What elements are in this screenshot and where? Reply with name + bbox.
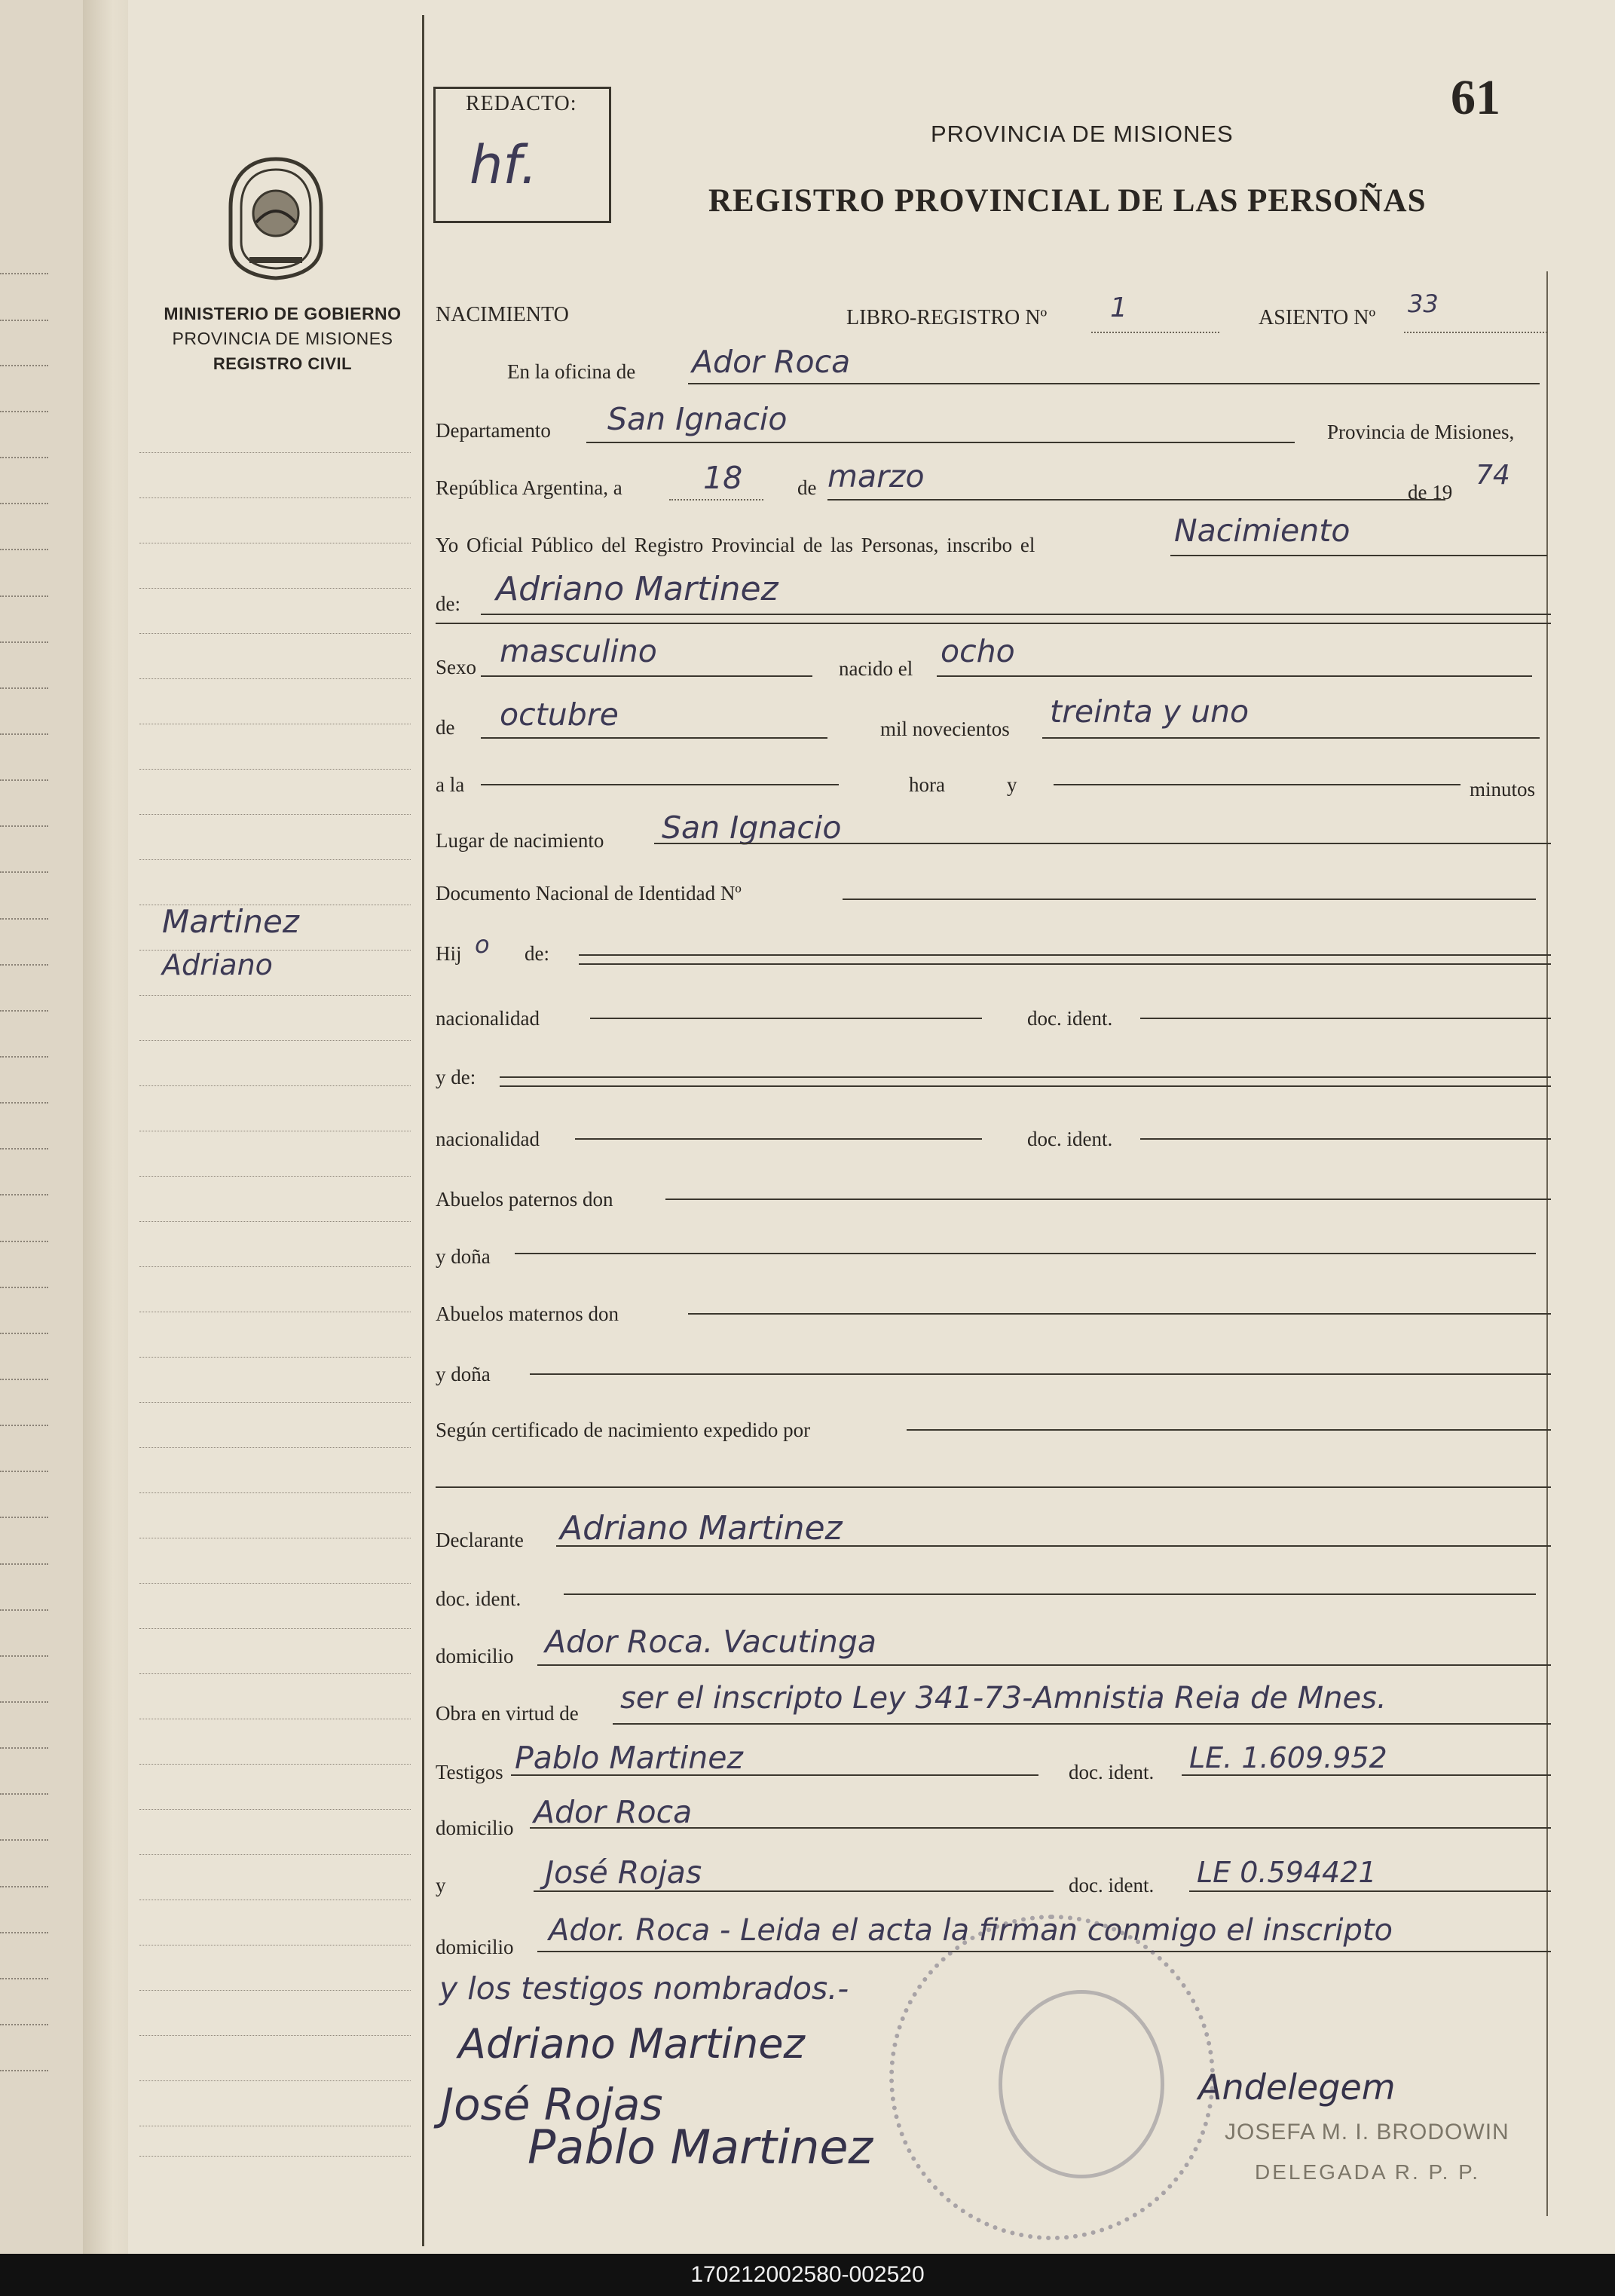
testigos-label: Testigos xyxy=(436,1761,503,1783)
birth-year-value: treinta y uno xyxy=(1050,693,1249,730)
row-oficina xyxy=(436,344,1547,392)
hijo-suffix: o xyxy=(475,930,490,959)
province-heading: PROVINCIA DE MISIONES xyxy=(931,121,1234,147)
row-declarante xyxy=(436,1509,1547,1563)
republica-label: República Argentina, a xyxy=(436,476,622,499)
asiento-label: ASIENTO Nº xyxy=(1259,306,1376,329)
y-dona-label: y doña xyxy=(436,1245,491,1268)
closing-line: y los testigos nombrados.- xyxy=(439,1970,849,2007)
row-abuelos-paternos xyxy=(436,1188,1547,1226)
name-value: Adriano Martinez xyxy=(496,570,778,608)
row-y-dona-2 xyxy=(436,1363,1547,1401)
testigo1-domicilio: Ador Roca xyxy=(534,1794,693,1830)
hijo-label: Hij xyxy=(436,942,462,965)
margin-surname: Martinez xyxy=(162,903,299,940)
oficina-label: En la oficina de xyxy=(507,360,636,383)
domicilio-label-2: domicilio xyxy=(436,1817,514,1839)
row-y-de xyxy=(436,1066,1547,1104)
abuelos-paternos-label: Abuelos paternos don xyxy=(436,1188,613,1211)
lugar-label: Lugar de nacimiento xyxy=(436,829,604,852)
stamp-official-name: JOSEFA M. I. BRODOWIN xyxy=(1225,2120,1509,2144)
row-nacionalidad-2 xyxy=(436,1128,1547,1165)
facing-page xyxy=(0,0,83,2254)
row-segun xyxy=(436,1419,1547,1456)
ministry-line-3: REGISTRO CIVIL xyxy=(213,354,353,373)
hora-label: hora xyxy=(909,773,945,796)
row-name xyxy=(436,570,1547,624)
row-testigo2 xyxy=(436,1854,1547,1906)
redacto-initials: hf. xyxy=(470,134,538,196)
year-value: 74 xyxy=(1476,460,1510,491)
row-birth-year xyxy=(436,693,1547,751)
official-seal-inner xyxy=(999,1990,1164,2178)
birth-month-value: octubre xyxy=(500,696,619,733)
libro-label: LIBRO-REGISTRO Nº xyxy=(846,306,1048,329)
nacionalidad-label: nacionalidad xyxy=(436,1007,540,1030)
yo-oficial-label: Yo Oficial Público del Registro Provincial de las Personas, inscribo el xyxy=(436,534,1035,556)
row-dni xyxy=(436,882,1547,920)
testigo1-value: Pablo Martinez xyxy=(515,1740,743,1776)
signature-declarante: Adriano Martinez xyxy=(458,2020,805,2068)
oficina-value: Ador Roca xyxy=(692,344,851,380)
sexo-label: Sexo xyxy=(436,656,476,678)
segun-label: Según certificado de nacimiento expedido por xyxy=(436,1419,811,1441)
testigo1-doc: LE. 1.609.952 xyxy=(1189,1741,1387,1774)
doc-ident-label-4: doc. ident. xyxy=(1069,1761,1155,1783)
row-nacionalidad-1 xyxy=(436,1007,1547,1045)
declarante-value: Adriano Martinez xyxy=(560,1509,843,1548)
signature-testigo-1: Pablo Martinez xyxy=(528,2120,873,2175)
libro-value: 1 xyxy=(1110,292,1127,323)
ministry-line-1: MINISTERIO DE GOBIERNO xyxy=(164,304,402,323)
redacto-box xyxy=(433,87,611,223)
redacto-label: REDACTO: xyxy=(466,92,577,115)
row-y-dona-1 xyxy=(436,1245,1547,1283)
row-libro xyxy=(436,289,1547,338)
de-label: de xyxy=(797,476,817,499)
margin-divider xyxy=(422,15,424,2246)
obra-value: ser el inscripto Ley 341-73-Amnistia Reia de Mnes. xyxy=(620,1681,1387,1716)
mil-label: mil novecientos xyxy=(880,718,1010,740)
row-sexo xyxy=(436,633,1547,690)
sexo-value: masculino xyxy=(500,633,657,669)
row-hora xyxy=(436,773,1547,811)
lugar-value: San Ignacio xyxy=(662,810,842,846)
page-number: 61 xyxy=(1451,70,1500,125)
row-yo-oficial xyxy=(436,513,1547,568)
month-value: marzo xyxy=(827,458,925,494)
row-republica xyxy=(436,458,1547,511)
row-hijo xyxy=(436,930,1547,980)
doc-ident-label: doc. ident. xyxy=(1027,1007,1113,1030)
row-doc-declarante xyxy=(436,1584,1547,1622)
image-code-footer: 170212002580-002520 xyxy=(0,2254,1615,2296)
y-label: y xyxy=(1007,773,1017,796)
nacido-value: ocho xyxy=(941,633,1015,669)
y-dona-label-2: y doña xyxy=(436,1363,491,1385)
departamento-label: Departamento xyxy=(436,419,551,442)
declarante-label: Declarante xyxy=(436,1529,524,1551)
row-departamento xyxy=(436,401,1547,454)
hijo-de-label: de: xyxy=(525,942,549,965)
domicilio-value: Ador Roca. Vacutinga xyxy=(545,1624,877,1660)
acto-value: Nacimiento xyxy=(1174,513,1350,549)
row-abuelos-maternos xyxy=(436,1303,1547,1340)
doc-ident-label-5: doc. ident. xyxy=(1069,1874,1155,1896)
a-la-label: a la xyxy=(436,773,465,796)
row-testigos xyxy=(436,1740,1547,1789)
nacido-label: nacido el xyxy=(839,657,913,680)
registry-title: REGISTRO PROVINCIAL DE LAS PERSOÑAS xyxy=(708,183,1427,219)
provincia-label: Provincia de Misiones, xyxy=(1327,421,1515,443)
testigo2-domicilio: Ador. Roca - Leida el acta la firman conmigo el inscripto xyxy=(549,1913,1393,1948)
margin-ruled-lines xyxy=(139,452,411,2163)
asiento-value: 33 xyxy=(1408,289,1439,318)
y-label-2: y xyxy=(436,1874,446,1896)
y-de-label: y de: xyxy=(436,1066,476,1088)
row-testigo1-domicilio xyxy=(436,1794,1547,1845)
ministry-block xyxy=(147,302,418,376)
nacimiento-label: NACIMIENTO xyxy=(436,303,569,326)
year-label: de 19 xyxy=(1408,481,1453,504)
day-value: 18 xyxy=(703,460,743,496)
minutos-label: minutos xyxy=(1470,778,1536,801)
signature-official: Andelegem xyxy=(1198,2067,1396,2108)
de-label-3: de xyxy=(436,716,455,739)
obra-label: Obra en virtud de xyxy=(436,1702,579,1725)
testigo2-value: José Rojas xyxy=(545,1854,702,1890)
de-label-2: de: xyxy=(436,592,460,615)
testigo2-doc: LE 0.594421 xyxy=(1197,1856,1377,1889)
margin-given-name: Adriano xyxy=(162,948,273,981)
nacionalidad-label-2: nacionalidad xyxy=(436,1128,540,1150)
domicilio-label-3: domicilio xyxy=(436,1936,514,1958)
domicilio-label: domicilio xyxy=(436,1645,514,1667)
departamento-value: San Ignacio xyxy=(607,401,788,437)
row-obra xyxy=(436,1681,1547,1732)
row-domicilio-declarante xyxy=(436,1624,1547,1675)
abuelos-maternos-label: Abuelos maternos don xyxy=(436,1303,619,1325)
dni-label: Documento Nacional de Identidad Nº xyxy=(436,882,742,905)
row-lugar xyxy=(436,810,1547,864)
doc-ident-label-3: doc. ident. xyxy=(436,1587,522,1610)
provincial-seal-icon xyxy=(223,155,329,283)
signature-testigo-2: José Rojas xyxy=(441,2079,663,2130)
ministry-line-2: PROVINCIA DE MISIONES xyxy=(172,329,393,348)
stamp-official-role: DELEGADA R. P. P. xyxy=(1255,2160,1480,2184)
doc-ident-label-2: doc. ident. xyxy=(1027,1128,1113,1150)
